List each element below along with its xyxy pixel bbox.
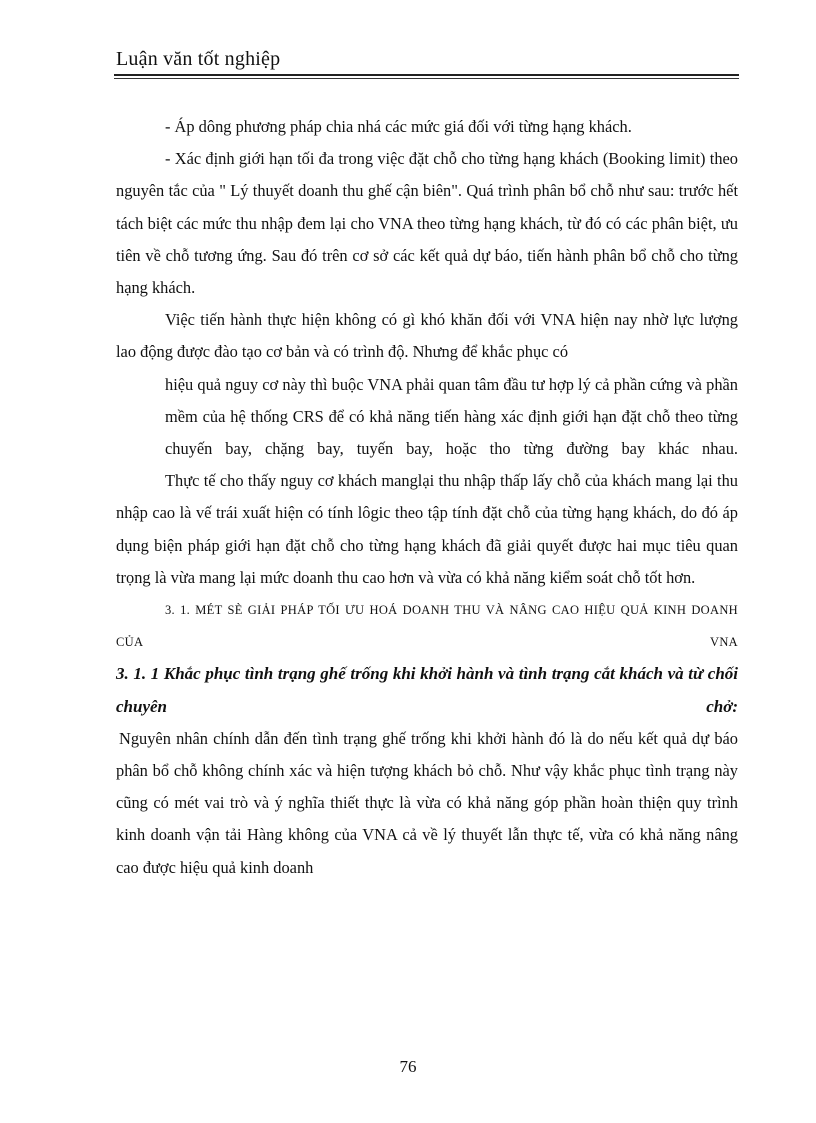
paragraph-implementation: Việc tiến hành thực hiện không có gì khó khăn đối với VNA hiện nay nhờ lực lượng lao động được đào tạo cơ bản và có trình độ. Nhưng để khắc phục có [116,310,738,362]
paragraph-causes: Nguyên nhân chính dẫn đến tình trạng ghế trống khi khởi hành đó là do nếu kết quả dự báo phân bổ chỗ không chính xác và hiện tượng khách bỏ chỗ. Như vậy khắc phục tình trạng này cũng có mét vai trò và ý nghĩa thiết thực là vừa có khả năng góp phần hoàn thiện quy trình kinh doanh vận tải Hàng không của VNA cả về lý thuyết lẫn thực tế, vừa có khả năng nâng cao được hiệu quả kinh doanh [116,728,738,877]
subsection-title: 3. 1. 1 Khắc phục tình trạng ghế trống khi khởi hành và tình trạng cắt khách và từ chối chuyên chở: [116,664,738,716]
paragraph-investment: hiệu quả nguy cơ này thì buộc VNA phải quan tâm đầu tư hợp lý cả phần cứng và phần mềm của hệ thống CRS để có khả năng tiến hàng xác định giới hạn đặt chỗ theo từng chuyến bay, chặng bay, tuyến bay, hoặc tho từng đường bay khác nhau. [165,374,738,459]
header-rule-thin [114,78,739,79]
bullet-booking-limit: - Xác định giới hạn tối đa trong việc đặt chỗ cho từng hạng khách (Booking limit) theo nguyên tắc của " Lý thuyết doanh thu ghế cận biên". Quá trình phân bổ chỗ như sau: trước hết tách biệt các mức thu nhập đem lại cho VNA theo từng hạng khách, từ đó có các phân biệt, ưu tiên về chỗ tương ứng. Sau đó trên cơ sở các kết quả dự báo, tiến hành phân bổ chỗ cho từng hạng khách. [116,149,738,298]
bullet-pricing: - Áp dông phương pháp chia nhá các mức giá đối với từng hạng khách. [165,117,632,136]
header-title: Luận văn tốt nghiệp [116,48,281,70]
page-number: 76 [399,1057,417,1076]
body-text [116,111,738,884]
paragraph-reality: Thực tế cho thấy nguy cơ khách manglại thu nhập thấp lấy chỗ của khách mang lại thu nhập cao là vế trái xuất hiện có tính lôgic theo tập tính đặt chỗ của từng hạng khách, do đó áp dụng biện pháp giới hạn đặt chỗ cho từng hạng khách đã giải quyết được hai mục tiêu quan trọng là vừa mang lại mức doanh thu cao hơn và vừa có khả năng kiểm soát chỗ tốt hơn. [116,471,738,587]
section-title: 3. 1. MÉT SÈ GIẢI PHÁP TỐI ƯU HOÁ DOANH THU VÀ NÂNG CAO HIỆU QUẢ KINH DOANH CỦA VNA [116,603,738,650]
header-rule-thick [114,74,739,76]
